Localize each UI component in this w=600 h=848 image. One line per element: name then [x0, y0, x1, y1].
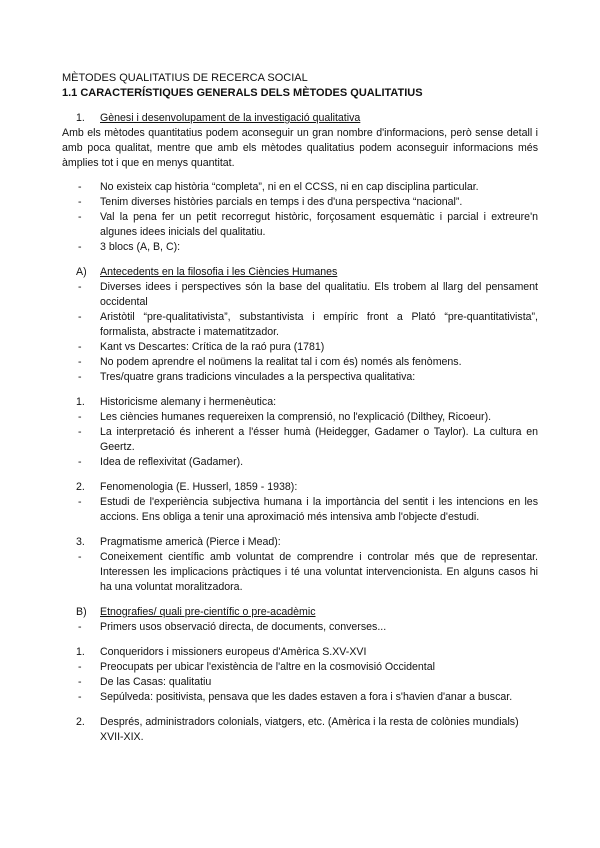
block-b-title: Etnografies/ quali pre-científic o pre-acadèmic [100, 606, 316, 618]
list-item: - Tenim diverses històries parcials en temps i des d'una perspectiva “nacional”. [62, 195, 538, 210]
list-item: - Diverses idees i perspectives són la base del qualitatiu. Els trobem al llarg del pensament occidental [62, 280, 538, 310]
block-b-item-1-bullets [62, 660, 538, 705]
list-item: - 3 blocs (A, B, C): [62, 240, 538, 255]
tradition-2-number: 2. [76, 481, 85, 493]
tradition-1-heading [62, 395, 538, 410]
block-a-bullets [62, 280, 538, 385]
list-item: - Primers usos observació directa, de documents, converses... [62, 620, 538, 635]
tradition-2-bullets [62, 495, 538, 525]
block-b-item-2-heading [62, 715, 538, 745]
tradition-1-number: 1. [76, 396, 85, 408]
list-item: - Estudi de l'experiència subjectiva humana i la importància del sentit i les intencions en les accions. Ens obliga a tenir una aproximació més intensiva amb l'objecte d'estudi. [62, 495, 538, 525]
genesis-title: Gènesi i desenvolupament de la investigació qualitativa [100, 112, 361, 124]
list-item: - Sepúlveda: positivista, pensava que les dades estaven a fora i s'havien d'anar a buscar. [62, 690, 538, 705]
list-item: - Preocupats per ubicar l'existència de l'altre en la cosmovisió Occidental [62, 660, 538, 675]
genesis-paragraph: Amb els mètodes quantitatius podem aconseguir un gran nombre d'informacions, però sense detall i amb poca qualitat, mentre que amb els mètodes qualitatius podem aconseguir informacions més àmplies tot i que en menys quantitat. [62, 127, 538, 169]
tradition-3-heading [62, 535, 538, 550]
tradition-3-number: 3. [76, 536, 85, 548]
list-item: - Idea de reflexivitat (Gadamer). [62, 455, 538, 470]
block-a-title: Antecedents en la filosofia i les Ciències Humanes [100, 266, 338, 278]
tradition-1-bullets [62, 410, 538, 470]
list-item: - Coneixement científic amb voluntat de comprendre i controlar més que de representar. Interessen les implicacions pràctiques i té una voluntat intervencionista. En alguns casos hi ha una voluntat moralitzadora. [62, 550, 538, 595]
document-title: MÈTODES QUALITATIUS DE RECERCA SOCIAL [62, 72, 308, 84]
block-b-item-1-title: Conqueridors i missioners europeus d'Amèrica S.XV-XVI [100, 646, 367, 658]
block-b-item-2-title: Després, administradors colonials, viatgers, etc. (Amèrica i la resta de colònies mundials) XVII-XIX. [100, 716, 519, 743]
genesis-heading [62, 111, 538, 126]
block-a-heading [62, 265, 538, 280]
list-item: - La interpretació és inherent a l'ésser humà (Heidegger, Gadamer o Taylor). La cultura en Geertz. [62, 425, 538, 455]
block-b-heading [62, 605, 538, 620]
tradition-3-title: Pragmatisme americà (Pierce i Mead): [100, 536, 281, 548]
block-b-item-1-number: 1. [76, 646, 85, 658]
list-item: - Les ciències humanes requereixen la comprensió, no l'explicació (Dilthey, Ricoeur). [62, 410, 538, 425]
list-item: - Kant vs Descartes: Crítica de la raó pura (1781) [62, 340, 538, 355]
tradition-2-title: Fenomenologia (E. Husserl, 1859 - 1938): [100, 481, 298, 493]
list-item: - Aristòtil “pre-qualitativista”, substantivista i empíric front a Plató “pre-quantitativista”, formalista, abstracte i matematitzador. [62, 310, 538, 340]
block-b-item-2-number: 2. [76, 716, 85, 728]
list-item: - No existeix cap història “completa”, ni en el CCSS, ni en cap disciplina particular. [62, 180, 538, 195]
block-b-item-1-heading [62, 645, 538, 660]
list-item: - No podem aprendre el noümens la realitat tal i com és) només als fenòmens. [62, 355, 538, 370]
genesis-number: 1. [76, 112, 85, 124]
section-heading: 1.1 CARACTERÍSTIQUES GENERALS DELS MÈTODES QUALITATIUS [62, 87, 423, 99]
document-body [62, 71, 538, 745]
block-b-letter: B) [76, 606, 87, 618]
tradition-1-title: Historicisme alemany i hermenèutica: [100, 396, 277, 408]
list-item: - Tres/quatre grans tradicions vinculades a la perspectiva qualitativa: [62, 370, 538, 385]
genesis-bullets [62, 180, 538, 255]
list-item: - Val la pena fer un petit recorregut històric, forçosament esquemàtic i parcial i extreure'n algunes idees inicials del qualitatiu. [62, 210, 538, 240]
block-a-letter: A) [76, 266, 87, 278]
tradition-3-bullets [62, 550, 538, 595]
tradition-2-heading [62, 480, 538, 495]
list-item: - De las Casas: qualitatiu [62, 675, 538, 690]
block-b-bullets [62, 620, 538, 635]
